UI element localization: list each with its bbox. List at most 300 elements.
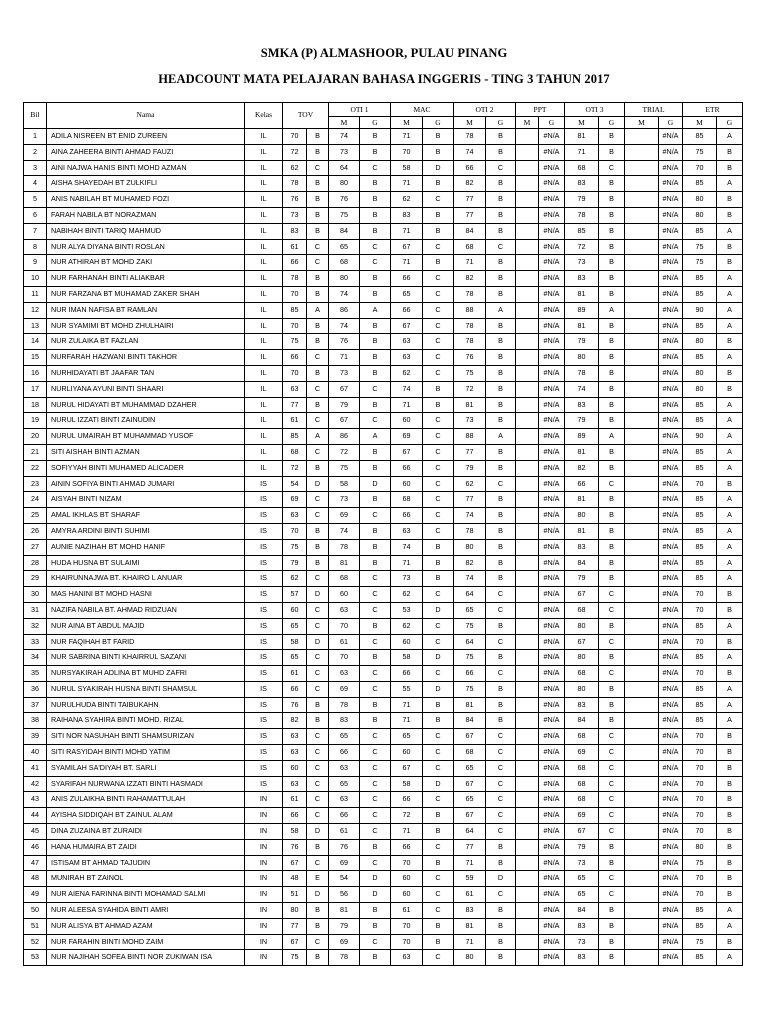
cell-ppt-m <box>516 129 539 145</box>
cell-mac-g: C <box>423 792 454 808</box>
cell-etr-m: 80 <box>683 192 717 208</box>
cell-kelas: IL <box>245 223 283 239</box>
cell-bil: 24 <box>24 492 47 508</box>
header-m: M <box>565 117 599 129</box>
cell-oti1-m: 67 <box>329 413 360 429</box>
cell-mac-m: 68 <box>391 492 423 508</box>
cell-tov-g: C <box>307 792 329 808</box>
cell-etr-g: B <box>717 144 743 160</box>
cell-oti2-g: B <box>486 334 516 350</box>
cell-trial-m <box>625 839 659 855</box>
cell-oti2-m: 78 <box>454 334 486 350</box>
cell-mac-g: B <box>423 144 454 160</box>
cell-mac-m: 62 <box>391 618 423 634</box>
cell-tov-m: 58 <box>283 634 307 650</box>
cell-nama: NUR SYAMIMI BT MOHD ZHULHAIRI <box>47 318 245 334</box>
cell-oti1-g: C <box>360 824 391 840</box>
cell-trial-g: #N/A <box>659 571 683 587</box>
cell-oti3-m: 84 <box>565 713 599 729</box>
cell-trial-g: #N/A <box>659 255 683 271</box>
cell-oti1-g: B <box>360 492 391 508</box>
cell-trial-g: #N/A <box>659 160 683 176</box>
cell-mac-g: C <box>423 587 454 603</box>
cell-trial-g: #N/A <box>659 318 683 334</box>
cell-trial-m <box>625 144 659 160</box>
cell-oti3-g: C <box>599 871 625 887</box>
cell-oti3-m: 78 <box>565 365 599 381</box>
table-header <box>24 103 768 129</box>
cell-oti3-m: 72 <box>565 239 599 255</box>
cell-oti1-m: 63 <box>329 760 360 776</box>
cell-oti3-g: B <box>599 444 625 460</box>
cell-ppt-g: #N/A <box>539 839 565 855</box>
table-row <box>24 176 768 192</box>
cell-etr-g: A <box>717 129 743 145</box>
cell-oti2-m: 82 <box>454 176 486 192</box>
cell-kelas: IS <box>245 492 283 508</box>
cell-oti2-g: C <box>486 808 516 824</box>
cell-oti2-m: 68 <box>454 745 486 761</box>
cell-ppt-g: #N/A <box>539 350 565 366</box>
cell-tov-m: 57 <box>283 587 307 603</box>
cell-ppt-g: #N/A <box>539 444 565 460</box>
cell-nama: NUR AIENA FARINNA BINTI MOHAMAD SALMI <box>47 887 245 903</box>
cell-ppt-m <box>516 792 539 808</box>
cell-oti3-g: C <box>599 634 625 650</box>
cell-oti1-g: D <box>360 871 391 887</box>
cell-tov-m: 51 <box>283 887 307 903</box>
header-g: G <box>659 117 683 129</box>
cell-oti1-m: 58 <box>329 476 360 492</box>
cell-oti3-m: 69 <box>565 808 599 824</box>
cell-trial-m <box>625 760 659 776</box>
cell-oti2-m: 65 <box>454 760 486 776</box>
cell-etr-g: B <box>717 255 743 271</box>
cell-etr-g: A <box>717 508 743 524</box>
cell-tov-g: B <box>307 365 329 381</box>
cell-ppt-m <box>516 918 539 934</box>
cell-ppt-m <box>516 824 539 840</box>
cell-oti3-m: 68 <box>565 760 599 776</box>
cell-tov-g: C <box>307 729 329 745</box>
cell-oti2-m: 74 <box>454 508 486 524</box>
cell-kelas: IL <box>245 444 283 460</box>
cell-oti1-g: C <box>360 602 391 618</box>
cell-oti1-m: 74 <box>329 318 360 334</box>
cell-ppt-m <box>516 697 539 713</box>
cell-oti3-g: B <box>599 223 625 239</box>
cell-oti1-g: C <box>360 745 391 761</box>
cell-etr-g: A <box>717 555 743 571</box>
cell-tov-g: C <box>307 381 329 397</box>
cell-tov-m: 85 <box>283 302 307 318</box>
table-row <box>24 476 768 492</box>
cell-etr-m: 70 <box>683 666 717 682</box>
cell-oti2-m: 78 <box>454 286 486 302</box>
cell-kelas: IL <box>245 271 283 287</box>
cell-ppt-m <box>516 523 539 539</box>
cell-tov-g: C <box>307 650 329 666</box>
cell-oti2-g: C <box>486 776 516 792</box>
table-row <box>24 587 768 603</box>
cell-tov-m: 61 <box>283 792 307 808</box>
cell-ppt-g: #N/A <box>539 887 565 903</box>
header-tov: TOV <box>283 103 329 129</box>
cell-oti1-m: 69 <box>329 508 360 524</box>
cell-bil: 19 <box>24 413 47 429</box>
cell-nama: AISHA SHAYEDAH BT ZULKIFLI <box>47 176 245 192</box>
cell-oti2-g: B <box>486 129 516 145</box>
cell-trial-m <box>625 223 659 239</box>
cell-trial-g: #N/A <box>659 508 683 524</box>
cell-nama: NUR FARAHIN BINTI MOHD ZAIM <box>47 934 245 950</box>
cell-oti3-m: 83 <box>565 397 599 413</box>
cell-trial-m <box>625 887 659 903</box>
table-row <box>24 286 768 302</box>
cell-ppt-m <box>516 160 539 176</box>
cell-kelas: IL <box>245 160 283 176</box>
cell-bil: 36 <box>24 681 47 697</box>
cell-mac-m: 58 <box>391 160 423 176</box>
cell-mac-g: B <box>423 934 454 950</box>
cell-oti3-m: 65 <box>565 871 599 887</box>
cell-mac-g: D <box>423 681 454 697</box>
cell-tov-m: 76 <box>283 839 307 855</box>
cell-etr-g: A <box>717 950 743 966</box>
cell-nama: NURHIDAYATI BT JAAFAR TAN <box>47 365 245 381</box>
cell-oti1-m: 84 <box>329 223 360 239</box>
cell-oti3-g: B <box>599 365 625 381</box>
cell-etr-m: 70 <box>683 602 717 618</box>
cell-bil: 28 <box>24 555 47 571</box>
cell-etr-g: B <box>717 745 743 761</box>
cell-oti3-m: 67 <box>565 634 599 650</box>
cell-oti3-g: C <box>599 729 625 745</box>
cell-kelas: IL <box>245 286 283 302</box>
cell-ppt-m <box>516 539 539 555</box>
cell-oti3-m: 68 <box>565 666 599 682</box>
cell-bil: 50 <box>24 903 47 919</box>
cell-oti3-g: C <box>599 160 625 176</box>
cell-oti1-g: B <box>360 318 391 334</box>
table-row <box>24 855 768 871</box>
table-row <box>24 745 768 761</box>
cell-ppt-g: #N/A <box>539 871 565 887</box>
cell-nama: HUDA HUSNA BT SULAIMI <box>47 555 245 571</box>
cell-oti1-g: B <box>360 444 391 460</box>
cell-kelas: IN <box>245 792 283 808</box>
cell-kelas: IS <box>245 697 283 713</box>
cell-oti3-g: C <box>599 745 625 761</box>
cell-oti1-m: 64 <box>329 160 360 176</box>
cell-etr-m: 85 <box>683 918 717 934</box>
header-g: G <box>717 117 743 129</box>
table-row <box>24 429 768 445</box>
table-row <box>24 729 768 745</box>
cell-kelas: IS <box>245 539 283 555</box>
cell-etr-m: 90 <box>683 302 717 318</box>
cell-trial-m <box>625 855 659 871</box>
table-row <box>24 650 768 666</box>
cell-oti3-g: B <box>599 523 625 539</box>
cell-oti1-g: B <box>360 144 391 160</box>
cell-kelas: IS <box>245 508 283 524</box>
cell-mac-g: C <box>423 492 454 508</box>
cell-mac-m: 53 <box>391 602 423 618</box>
cell-etr-m: 85 <box>683 713 717 729</box>
cell-tov-m: 76 <box>283 697 307 713</box>
cell-trial-g: #N/A <box>659 776 683 792</box>
cell-ppt-g: #N/A <box>539 271 565 287</box>
cell-oti3-g: B <box>599 239 625 255</box>
cell-oti1-m: 79 <box>329 397 360 413</box>
cell-oti2-g: A <box>486 302 516 318</box>
cell-etr-g: A <box>717 903 743 919</box>
cell-mac-g: D <box>423 776 454 792</box>
cell-nama: SITI AISHAH BINTI AZMAN <box>47 444 245 460</box>
cell-tov-g: B <box>307 397 329 413</box>
cell-mac-g: C <box>423 444 454 460</box>
cell-ppt-g: #N/A <box>539 808 565 824</box>
cell-ppt-g: #N/A <box>539 539 565 555</box>
cell-kelas: IL <box>245 255 283 271</box>
cell-oti2-m: 79 <box>454 460 486 476</box>
cell-oti2-g: B <box>486 460 516 476</box>
cell-bil: 45 <box>24 824 47 840</box>
cell-tov-g: C <box>307 602 329 618</box>
cell-etr-m: 70 <box>683 745 717 761</box>
cell-nama: ANIS NABILAH BT MUHAMED FOZI <box>47 192 245 208</box>
cell-oti1-m: 76 <box>329 334 360 350</box>
cell-oti3-g: B <box>599 650 625 666</box>
table-row <box>24 444 768 460</box>
cell-mac-g: C <box>423 476 454 492</box>
cell-oti3-m: 80 <box>565 508 599 524</box>
cell-nama: DINA ZUZAINA BT ZURAIDI <box>47 824 245 840</box>
cell-tov-m: 77 <box>283 918 307 934</box>
cell-etr-m: 85 <box>683 286 717 302</box>
cell-kelas: IS <box>245 666 283 682</box>
cell-etr-g: A <box>717 650 743 666</box>
cell-oti3-g: C <box>599 808 625 824</box>
cell-oti2-m: 83 <box>454 903 486 919</box>
cell-oti2-g: C <box>486 824 516 840</box>
cell-etr-m: 85 <box>683 350 717 366</box>
cell-mac-m: 66 <box>391 839 423 855</box>
cell-oti3-g: B <box>599 618 625 634</box>
cell-oti2-g: B <box>486 365 516 381</box>
cell-tov-m: 63 <box>283 729 307 745</box>
report-title: HEADCOUNT MATA PELAJARAN BAHASA INGGERIS - TING 3 TAHUN 2017 <box>158 72 610 86</box>
cell-trial-g: #N/A <box>659 871 683 887</box>
cell-oti1-g: B <box>360 650 391 666</box>
cell-oti1-g: B <box>360 334 391 350</box>
cell-oti2-g: A <box>486 429 516 445</box>
cell-mac-m: 60 <box>391 871 423 887</box>
cell-trial-g: #N/A <box>659 760 683 776</box>
cell-mac-m: 67 <box>391 444 423 460</box>
cell-oti3-g: C <box>599 666 625 682</box>
table-row <box>24 887 768 903</box>
cell-oti1-m: 61 <box>329 634 360 650</box>
cell-bil: 1 <box>24 129 47 145</box>
cell-oti1-g: C <box>360 634 391 650</box>
cell-oti2-g: B <box>486 350 516 366</box>
cell-mac-g: C <box>423 903 454 919</box>
cell-oti3-m: 69 <box>565 745 599 761</box>
cell-nama: FARAH NABILA BT NORAZMAN <box>47 207 245 223</box>
table-row <box>24 365 768 381</box>
cell-oti1-m: 74 <box>329 129 360 145</box>
cell-oti3-m: 68 <box>565 792 599 808</box>
cell-trial-g: #N/A <box>659 397 683 413</box>
cell-oti1-g: C <box>360 776 391 792</box>
cell-oti3-m: 80 <box>565 681 599 697</box>
cell-oti2-g: B <box>486 176 516 192</box>
cell-oti3-m: 79 <box>565 413 599 429</box>
cell-etr-m: 70 <box>683 808 717 824</box>
cell-oti3-g: C <box>599 792 625 808</box>
cell-oti2-g: B <box>486 381 516 397</box>
cell-etr-m: 75 <box>683 934 717 950</box>
cell-ppt-g: #N/A <box>539 729 565 745</box>
cell-trial-g: #N/A <box>659 271 683 287</box>
cell-ppt-g: #N/A <box>539 571 565 587</box>
cell-tov-m: 70 <box>283 129 307 145</box>
cell-etr-m: 85 <box>683 650 717 666</box>
cell-oti1-g: B <box>360 918 391 934</box>
cell-oti3-m: 68 <box>565 776 599 792</box>
cell-etr-m: 85 <box>683 444 717 460</box>
cell-tov-g: B <box>307 286 329 302</box>
cell-mac-m: 70 <box>391 918 423 934</box>
cell-trial-m <box>625 444 659 460</box>
cell-tov-m: 66 <box>283 681 307 697</box>
cell-etr-m: 85 <box>683 397 717 413</box>
cell-tov-m: 72 <box>283 460 307 476</box>
cell-etr-m: 70 <box>683 160 717 176</box>
cell-oti3-m: 73 <box>565 934 599 950</box>
cell-kelas: IL <box>245 302 283 318</box>
cell-oti3-m: 74 <box>565 381 599 397</box>
cell-kelas: IL <box>245 381 283 397</box>
cell-oti1-g: B <box>360 207 391 223</box>
table-row <box>24 271 768 287</box>
cell-trial-m <box>625 460 659 476</box>
cell-oti2-g: B <box>486 255 516 271</box>
cell-mac-g: C <box>423 666 454 682</box>
cell-oti3-g: C <box>599 476 625 492</box>
table-row <box>24 350 768 366</box>
cell-trial-g: #N/A <box>659 223 683 239</box>
cell-oti1-g: B <box>360 350 391 366</box>
cell-etr-g: A <box>717 444 743 460</box>
cell-ppt-g: #N/A <box>539 776 565 792</box>
cell-oti1-g: C <box>360 792 391 808</box>
cell-kelas: IL <box>245 192 283 208</box>
cell-oti1-g: C <box>360 160 391 176</box>
cell-etr-m: 80 <box>683 207 717 223</box>
cell-mac-m: 66 <box>391 460 423 476</box>
cell-oti3-g: B <box>599 950 625 966</box>
cell-tov-g: C <box>307 934 329 950</box>
cell-mac-m: 61 <box>391 903 423 919</box>
cell-bil: 38 <box>24 713 47 729</box>
cell-oti1-m: 66 <box>329 808 360 824</box>
cell-mac-m: 66 <box>391 302 423 318</box>
cell-nama: NUR ALEESA SYAHIDA BINTI AMRI <box>47 903 245 919</box>
cell-mac-g: D <box>423 650 454 666</box>
cell-oti3-m: 81 <box>565 492 599 508</box>
cell-ppt-m <box>516 429 539 445</box>
cell-kelas: IS <box>245 587 283 603</box>
cell-oti2-g: B <box>486 207 516 223</box>
cell-trial-m <box>625 918 659 934</box>
header-etr: ETR <box>683 103 743 117</box>
cell-oti2-g: C <box>486 634 516 650</box>
cell-tov-m: 69 <box>283 492 307 508</box>
cell-etr-m: 70 <box>683 887 717 903</box>
table-row <box>24 192 768 208</box>
cell-oti1-g: C <box>360 255 391 271</box>
cell-bil: 6 <box>24 207 47 223</box>
cell-trial-g: #N/A <box>659 334 683 350</box>
cell-tov-m: 67 <box>283 934 307 950</box>
cell-oti3-g: A <box>599 302 625 318</box>
cell-oti1-m: 69 <box>329 934 360 950</box>
cell-oti3-m: 79 <box>565 839 599 855</box>
cell-kelas: IL <box>245 460 283 476</box>
cell-oti1-m: 60 <box>329 587 360 603</box>
cell-trial-m <box>625 618 659 634</box>
cell-tov-m: 48 <box>283 871 307 887</box>
cell-tov-g: B <box>307 144 329 160</box>
cell-oti2-g: B <box>486 144 516 160</box>
cell-mac-g: B <box>423 555 454 571</box>
cell-kelas: IS <box>245 650 283 666</box>
cell-etr-g: A <box>717 176 743 192</box>
cell-oti3-g: B <box>599 413 625 429</box>
cell-nama: NUR ATHIRAH BT MOHD ZAKI <box>47 255 245 271</box>
cell-kelas: IL <box>245 350 283 366</box>
cell-ppt-m <box>516 729 539 745</box>
cell-etr-g: B <box>717 871 743 887</box>
cell-etr-g: B <box>717 192 743 208</box>
cell-oti1-m: 70 <box>329 650 360 666</box>
cell-oti1-m: 63 <box>329 602 360 618</box>
cell-trial-g: #N/A <box>659 144 683 160</box>
cell-oti2-g: B <box>486 934 516 950</box>
cell-bil: 7 <box>24 223 47 239</box>
cell-tov-m: 60 <box>283 602 307 618</box>
cell-tov-g: B <box>307 555 329 571</box>
cell-nama: NURULHUDA BINTI TAIBUKAHN <box>47 697 245 713</box>
cell-kelas: IL <box>245 365 283 381</box>
cell-oti2-g: B <box>486 713 516 729</box>
cell-nama: AYISHA SIDDIQAH BT ZAINUL ALAM <box>47 808 245 824</box>
cell-bil: 20 <box>24 429 47 445</box>
cell-oti3-g: C <box>599 760 625 776</box>
cell-oti3-g: B <box>599 839 625 855</box>
cell-oti3-g: B <box>599 271 625 287</box>
header-m: M <box>391 117 423 129</box>
cell-kelas: IS <box>245 476 283 492</box>
cell-oti1-m: 65 <box>329 239 360 255</box>
cell-oti1-m: 65 <box>329 776 360 792</box>
cell-nama: SYARIFAH NURWANA IZZATI BINTI HASMADI <box>47 776 245 792</box>
cell-oti2-g: C <box>486 666 516 682</box>
cell-oti1-m: 54 <box>329 871 360 887</box>
